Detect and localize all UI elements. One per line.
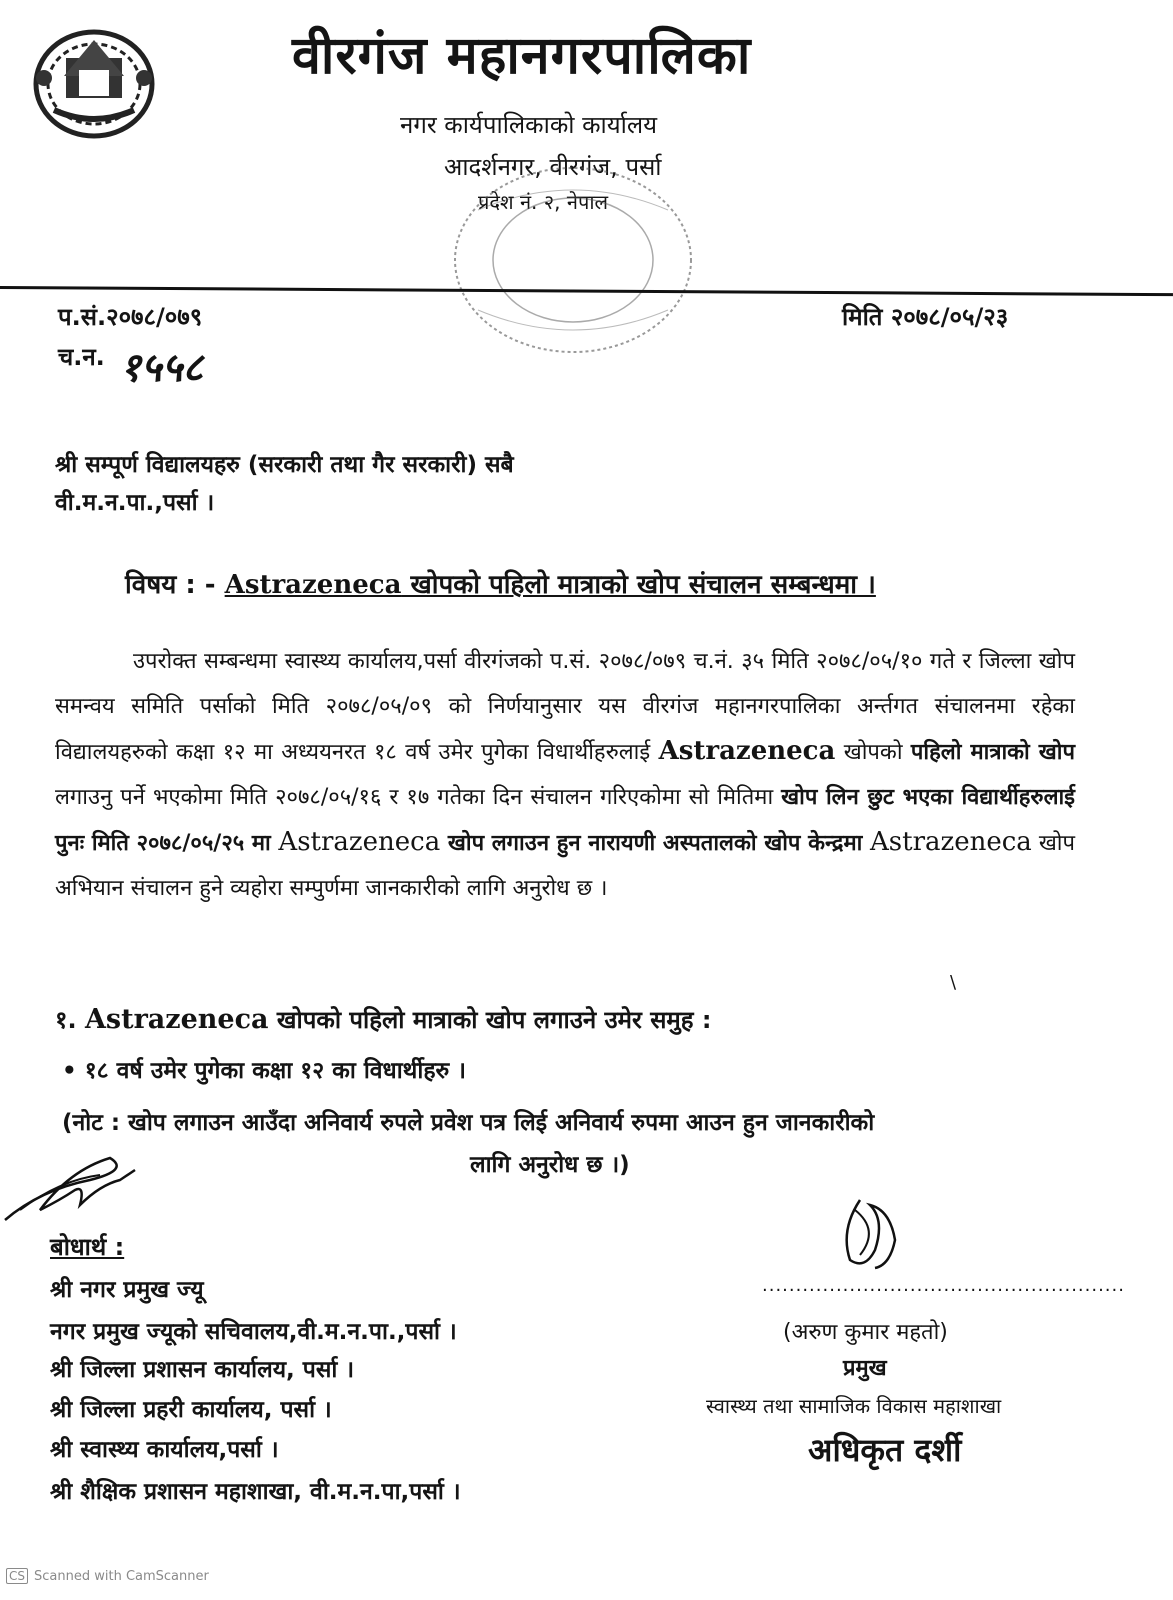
- body-vaccine-2: Astrazeneca: [278, 827, 441, 857]
- cc-label: बोधार्थ :: [50, 1233, 125, 1261]
- body-part-4b: खोप लगाउन हुन नारायणी अस्पतालको खोप केन्द्रमा: [440, 831, 871, 856]
- office-address: आदर्शनगर, वीरगंज, पर्सा: [444, 153, 662, 181]
- subject-vaccine: Astrazeneca: [224, 570, 402, 600]
- initials-signature: [0, 1150, 150, 1230]
- body-part-1: उपरोक्त सम्बन्धमा स्वास्थ्य कार्यालय,पर्सा वीरगंजको प.सं. २०७८/०७९ च.नं. ३५ मिति २०७८/०५/१० गते र जिल्ला खोप समन्वय समिति पर्साको मिति २०७८/०५/०९ को निर्णयानुसार यस वीरगंज महानगरपालिका अर्न्तगत संचालनमा रहेका विद्यालयहरुको कक्षा १२ मा अध्ययनरत १८ वर्ष उमेर पुगेका विधार्थीहरुलाई: [55, 649, 1075, 765]
- body-part-3: लगाउनु पर्ने भएकोमा मिति २०७८/०५/१६ र १७ गतेका दिन संचालन गरिएकोमा सो मितिमा: [55, 784, 782, 810]
- cc-item: नगर प्रमुख ज्यूको सचिवालय,वी.म.न.पा.,पर्सा ।: [50, 1319, 457, 1345]
- office-name: नगर कार्यपालिकाको कार्यालय: [400, 111, 658, 139]
- body-part-5: खोप अभियान संचालन हुने व्यहोरा सम्पुर्णमा जानकारीको लागि अनुरोध छ ।: [55, 831, 1076, 901]
- office-seal: [438, 150, 708, 370]
- body-part-2b: पहिलो मात्राको खोप: [910, 740, 1075, 765]
- body-part-2: खोपको: [835, 740, 911, 765]
- age-group-bullet: • १८ वर्ष उमेर पुगेका कक्षा १२ का विधार्थीहरु ।: [62, 1058, 467, 1084]
- cc-item: श्री जिल्ला प्रहरी कार्यालय, पर्सा ।: [50, 1397, 332, 1423]
- municipality-emblem: [24, 18, 164, 143]
- dispatch-number: १५५८: [120, 344, 204, 391]
- camscanner-icon: CS: [6, 1568, 28, 1584]
- municipality-title: वीरगंज महानगरपालिका: [292, 26, 752, 86]
- note-line-1: (नोट : खोप लगाउन आउँदा अनिवार्य रुपले प्रवेश पत्र लिई अनिवार्य रुपमा आउन हुन जानकारीको: [62, 1110, 875, 1136]
- body-vaccine: Astrazeneca: [658, 736, 836, 766]
- body-vaccine-3: Astrazeneca: [870, 827, 1032, 857]
- letter-body: [55, 640, 1075, 911]
- cc-item: श्री शैक्षिक प्रशासन महाशाखा, वी.म.न.पा,पर्सा ।: [50, 1479, 461, 1505]
- cc-item: श्री नगर प्रमुख ज्यू: [50, 1277, 204, 1303]
- recipient-line-1: श्री सम्पूर्ण विद्यालयहरु (सरकारी तथा गैर सरकारी) सबै: [55, 452, 514, 478]
- body-part-3b: खोप लिन छुट भएका विद्यार्थीहरुलाई पुनः मिति २०७८/०५/२५ मा: [55, 784, 1075, 856]
- recipient-line-2: वी.म.न.पा.,पर्सा ।: [55, 490, 215, 516]
- point-1-heading: [55, 1003, 711, 1036]
- letter-subject: [125, 565, 876, 601]
- camscanner-text: Scanned with CamScanner: [34, 1568, 209, 1584]
- subject-text: खोपको पहिलो मात्राको खोप संचालन सम्बन्धमा ।: [401, 570, 876, 600]
- subject-prefix: विषय : -: [125, 570, 225, 600]
- note-line-2: लागि अनुरोध छ ।): [470, 1152, 630, 1178]
- cc-item: श्री स्वास्थ्य कार्यालय,पर्सा ।: [50, 1437, 279, 1463]
- point-1-vaccine: Astrazeneca: [84, 1004, 269, 1035]
- reference-number: प.सं.२०७८/०७९: [58, 303, 203, 331]
- point-1-text: खोपको पहिलो मात्राको खोप लगाउने उमेर समुह :: [268, 1006, 712, 1034]
- stray-mark: \: [950, 972, 957, 993]
- signer-name: (अरुण कुमार महतो): [783, 1320, 948, 1345]
- official-signature: [830, 1190, 910, 1275]
- cc-item: श्री जिल्ला प्रशासन कार्यालय, पर्सा ।: [50, 1357, 355, 1383]
- signer-department: स्वास्थ्य तथा सामाजिक विकास महाशाखा: [706, 1394, 1002, 1418]
- dispatch-label: च.न.: [58, 343, 105, 371]
- office-province: प्रदेश नं. २, नेपाल: [478, 190, 609, 214]
- signature-line: ......................................................: [762, 1275, 1125, 1296]
- authorized-stamp: अधिकृत दर्शी: [808, 1431, 962, 1469]
- signer-title: प्रमुख: [843, 1356, 887, 1381]
- point-1-number: १.: [55, 1006, 85, 1034]
- camscanner-watermark: [6, 1568, 209, 1584]
- letter-date: मिति २०७८/०५/२३: [842, 303, 1009, 331]
